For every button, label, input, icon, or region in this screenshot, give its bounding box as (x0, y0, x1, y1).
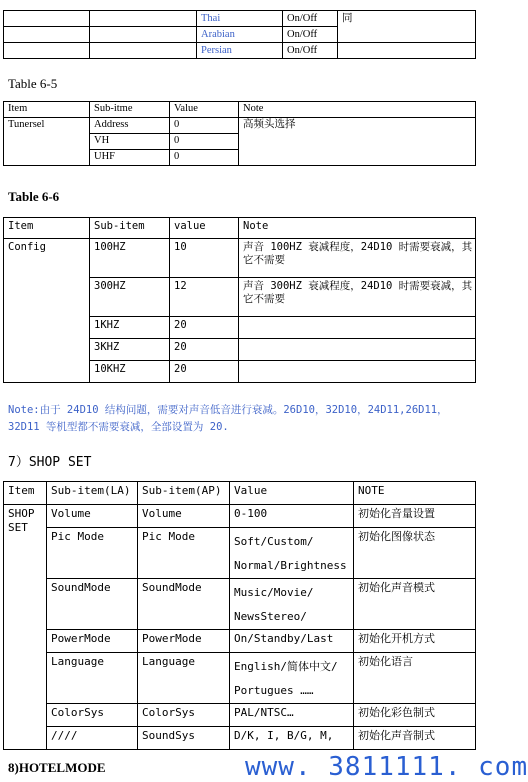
note-cell: 声音 100HZ 衰减程度，24D10 时需要衰减，其它不需要 (239, 239, 476, 278)
note-cell (239, 339, 476, 361)
column-header: Value (170, 102, 239, 118)
website-watermark: www. 3811111. com (245, 752, 528, 782)
table-6-6 (3, 217, 476, 383)
table-header-row (4, 218, 476, 239)
note-cell: 同 (338, 11, 476, 43)
sub-item-cell: 300HZ (90, 278, 170, 317)
table-row (4, 653, 476, 704)
language-cell: Persian (197, 43, 283, 59)
value-cell: On/Off (283, 43, 338, 59)
value-cell: 0 (170, 134, 239, 150)
note-cell: 高频头选择 (239, 118, 476, 166)
column-header: value (170, 218, 239, 239)
value-cell: Music/Movie/ NewsStereo/ (230, 579, 354, 630)
note-cell: 初始化语言 (354, 653, 476, 704)
hotel-mode-title: 8)HOTELMODE (8, 760, 106, 775)
value-cell: On/Off (283, 11, 338, 27)
sub-item-la-cell: PowerMode (47, 630, 138, 653)
value-cell: On/Off (283, 27, 338, 43)
note-cell: 初始化声音模式 (354, 579, 476, 630)
value-cell: PAL/NTSC… (230, 704, 354, 727)
sub-item-cell: UHF (90, 150, 170, 166)
sub-item-ap-cell: ColorSys (138, 704, 230, 727)
item-cell: Config (4, 239, 90, 383)
table-row (4, 528, 476, 579)
sub-item-cell: 1KHZ (90, 317, 170, 339)
table-header-row (4, 482, 476, 505)
table-row (4, 11, 476, 27)
sub-item-cell: 100HZ (90, 239, 170, 278)
language-cell: Arabian (197, 27, 283, 43)
sub-item-ap-cell: PowerMode (138, 630, 230, 653)
table-6-5-title: Table 6-5 (8, 76, 58, 91)
attenuation-note: Note:由于 24D10 结构问题，需要对声音低音进行衰减。26D10，32D10，24D11,26D11，32D11 等机型都不需要衰减，全部设置为 20. (8, 404, 448, 433)
item-cell: SHOP SET (4, 505, 47, 750)
note-cell: 初始化声音制式 (354, 727, 476, 750)
note-cell: 初始化图像状态 (354, 528, 476, 579)
sub-item-ap-cell: Volume (138, 505, 230, 528)
sub-item-la-cell: //// (47, 727, 138, 750)
column-header: Sub-item(AP) (138, 482, 230, 505)
sub-item-ap-cell: SoundSys (138, 727, 230, 750)
sub-item-ap-cell: SoundMode (138, 579, 230, 630)
column-header: Item (4, 102, 90, 118)
sub-item-la-cell: Pic Mode (47, 528, 138, 579)
column-header: Sub-item (90, 218, 170, 239)
table-row (4, 505, 476, 528)
sub-item-ap-cell: Pic Mode (138, 528, 230, 579)
value-cell: English/简体中文/ Portugues …… (230, 653, 354, 704)
table-6-5 (3, 101, 476, 166)
note-cell: 初始化彩色制式 (354, 704, 476, 727)
value-cell: 12 (170, 278, 239, 317)
shop-set-table (3, 481, 476, 750)
table-row (4, 43, 476, 59)
value-cell: 0 (170, 118, 239, 134)
value-cell: 20 (170, 361, 239, 383)
sub-item-la-cell: Language (47, 653, 138, 704)
column-header: NOTE (354, 482, 476, 505)
sub-item-la-cell: Volume (47, 505, 138, 528)
column-header: Note (239, 218, 476, 239)
column-header: Item (4, 482, 47, 505)
column-header: Item (4, 218, 90, 239)
table-row (4, 704, 476, 727)
sub-item-cell: VH (90, 134, 170, 150)
sub-item-la-cell: ColorSys (47, 704, 138, 727)
value-cell: Soft/Custom/ Normal/Brightness (230, 528, 354, 579)
value-cell: On/Standby/Last (230, 630, 354, 653)
note-cell: 初始化音量设置 (354, 505, 476, 528)
table-header-row (4, 102, 476, 118)
table-row (4, 239, 476, 278)
sub-item-la-cell: SoundMode (47, 579, 138, 630)
sub-item-cell: 10KHZ (90, 361, 170, 383)
note-cell: 初始化开机方式 (354, 630, 476, 653)
language-cell: Thai (197, 11, 283, 27)
sub-item-cell: Address (90, 118, 170, 134)
table-row (4, 579, 476, 630)
value-cell: 10 (170, 239, 239, 278)
item-cell: Tunersel (4, 118, 90, 166)
table-6-6-title: Table 6-6 (8, 189, 60, 204)
column-header: Sub-item(LA) (47, 482, 138, 505)
value-cell: 20 (170, 317, 239, 339)
note-cell (239, 361, 476, 383)
sub-item-ap-cell: Language (138, 653, 230, 704)
sub-item-cell: 3KHZ (90, 339, 170, 361)
table-row (4, 118, 476, 134)
table-row (4, 630, 476, 653)
value-cell: 20 (170, 339, 239, 361)
note-cell: 声音 300HZ 衰减程度，24D10 时需要衰减，其它不需要 (239, 278, 476, 317)
value-cell: 0 (170, 150, 239, 166)
column-header: Note (239, 102, 476, 118)
shop-set-title: 7）SHOP SET (8, 455, 92, 470)
column-header: Sub-itme (90, 102, 170, 118)
value-cell: 0-100 (230, 505, 354, 528)
column-header: Value (230, 482, 354, 505)
language-table-continuation (3, 10, 476, 59)
table-row (4, 727, 476, 750)
value-cell: D/K, I, B/G, M, (230, 727, 354, 750)
note-cell (239, 317, 476, 339)
